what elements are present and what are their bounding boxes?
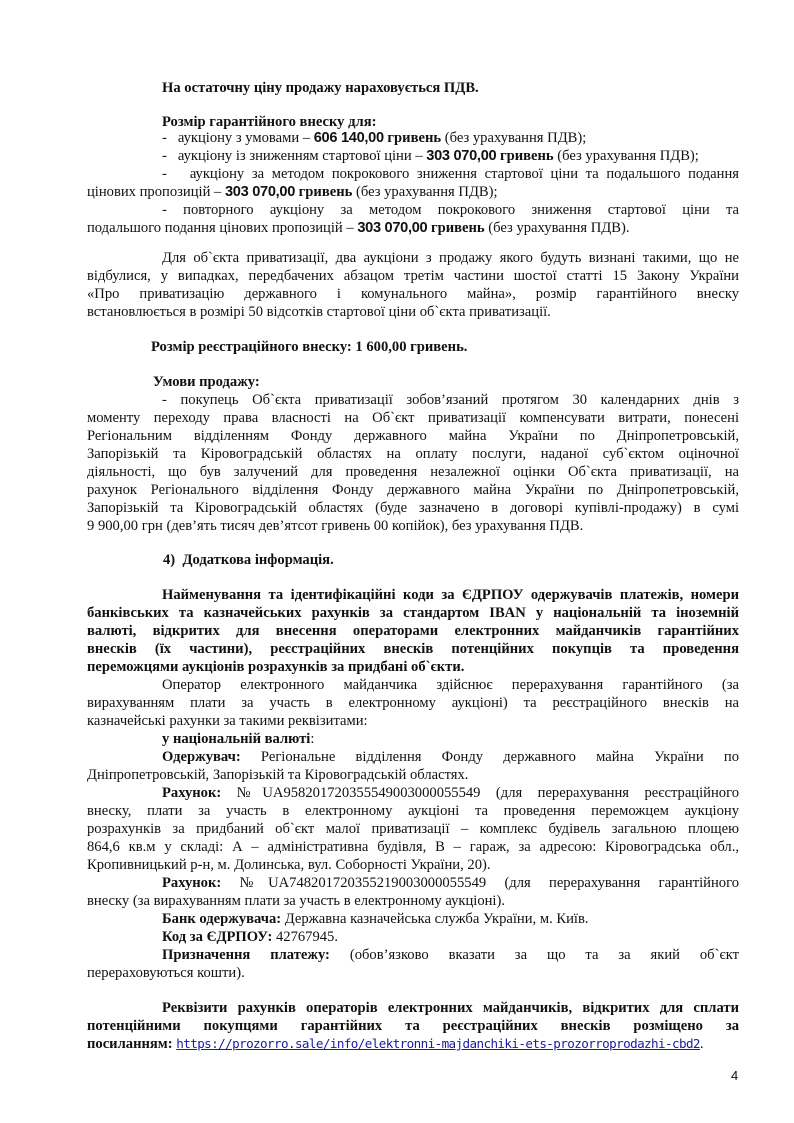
sale-conditions-line: 9 900,00 грн (дев’ять тисяч дев’ятсот гривень 00 копійок), без урахування ПДВ. bbox=[87, 518, 584, 534]
guarantee-heading: Розмір гарантійного внеску для: bbox=[162, 114, 377, 130]
vat-note: На остаточну ціну продажу нараховується ПДВ. bbox=[162, 80, 479, 96]
national-currency-label: у національній валюті: bbox=[162, 731, 315, 747]
guarantee-item-3-line1: - аукціону за методом покрокового зниження стартової ціни та подальшого подання bbox=[162, 166, 739, 182]
edrpou-line: Код за ЄДРПОУ: 42767945. bbox=[162, 929, 338, 945]
failed-auctions-line-1: Для об`єкта приватизації, два аукціони з продажу якого будуть визнані такими, що не bbox=[162, 250, 739, 266]
recipient-line-1: Одержувач: Регіональне відділення Фонду державного майна України по bbox=[162, 749, 739, 765]
operator-paragraph-line: вирахуванням плати за участь в електронному аукціоні) та реєстраційного внесків на bbox=[87, 695, 739, 711]
account-1-line: внеску, плати за участь в електронному аукціоні та проведення переможцем аукціону bbox=[87, 803, 739, 819]
operator-paragraph-line: Оператор електронного майданчика здійснює перерахування гарантійного (за bbox=[162, 677, 739, 693]
accounts-heading-line: валюті, відкритих для внесення операторами електронних майданчиків гарантійних bbox=[87, 623, 739, 639]
operators-paragraph-line-2: потенційними покупцями гарантійних та реєстраційних внесків розміщено за bbox=[87, 1018, 739, 1034]
account-1-line: 864,6 кв.м у складі: А – адміністративна будівля, В – гараж, за адресою: Кіровоградська обл., bbox=[87, 839, 739, 855]
recipient-line-2: Дніпропетровській, Запорізькій та Кіровоградській областях. bbox=[87, 767, 469, 783]
section-number: 4) bbox=[163, 552, 176, 568]
operator-paragraph-line: казначейські рахунки за такими реквізитами: bbox=[87, 713, 368, 729]
accounts-heading-line: банківських та казначейських рахунків за стандартом IBAN у національній та іноземній bbox=[87, 605, 739, 621]
account-1-line-1: Рахунок: №UA958201720355549003000055549 (для перерахування реєстраційного bbox=[162, 785, 739, 801]
sale-conditions-line: Запорізькій та Кіровоградській областях (буде зазначено в договорі купівлі-продажу) в сумі bbox=[87, 500, 739, 516]
accounts-heading-line: Найменування та ідентифікаційні коди за ЄДРПОУ одержувачів платежів, номери bbox=[162, 587, 739, 603]
accounts-heading-line: переможцями аукціонів розрахунків за придбані об`єкти. bbox=[87, 659, 465, 675]
accounts-heading-line: внесків (їх частини), реєстраційних внесків потенційних покупців та проведення bbox=[87, 641, 739, 657]
account-1-iban: №UA958201720355549003000055549 (для перерахування реєстраційного bbox=[221, 785, 739, 801]
guarantee-item-4-line2: подальшого подання цінових пропозицій – 303 070,00 гривень (без урахування ПДВ). bbox=[87, 220, 630, 236]
sale-conditions-line: Регіональним відділенням Фонду державного майна України по Дніпропетровській, bbox=[87, 428, 739, 444]
section-title: Додаткова інформація. bbox=[182, 552, 334, 568]
sale-conditions-heading: Умови продажу: bbox=[153, 374, 260, 390]
operators-paragraph-line-3: посиланням: https://prozorro.sale/info/elektronni-majdanchiki-ets-prozorroprodazhi-cbd2. bbox=[87, 1036, 704, 1052]
page-number: 4 bbox=[731, 1068, 739, 1083]
sale-conditions-line: Запорізькій та Кіровоградській областях на оплату послуги, наданої суб`єктом оціночної bbox=[87, 446, 739, 462]
account-2-line-1: Рахунок: №UA748201720355219003000055549 (для перерахування гарантійного bbox=[162, 875, 739, 891]
section-4-heading bbox=[163, 551, 794, 569]
guarantee-item-3-line2: цінових пропозицій – 303 070,00 гривень (без урахування ПДВ); bbox=[87, 184, 498, 200]
account-2-iban: №UA748201720355219003000055549 (для перерахування гарантійного bbox=[221, 875, 739, 891]
registration-fee: Розмір реєстраційного внеску: 1 600,00 гривень. bbox=[151, 339, 468, 355]
sale-conditions-line: моменту переходу права власності на Об`єкт приватизації компенсувати витрати, понесені bbox=[87, 410, 739, 426]
guarantee-item-4-line1: - повторного аукціону за методом покрокового зниження стартової ціни та bbox=[162, 202, 740, 218]
account-1-line: Кропивницький р-н, м. Долинська, вул. Соборності України, 20). bbox=[87, 857, 491, 873]
sale-conditions-line: рахунок Регіонального відділення Фонду державного майна України по Дніпропетровській, bbox=[87, 482, 739, 498]
operators-paragraph-line-1: Реквізити рахунків операторів електронних майданчиків, відкритих для сплати bbox=[162, 1000, 739, 1016]
bank-line: Банк одержувача: Державна казначейська служба України, м. Київ. bbox=[162, 911, 589, 927]
prozorro-operators-link[interactable]: https://prozorro.sale/info/elektronni-majdanchiki-ets-prozorroprodazhi-cbd2 bbox=[176, 1036, 700, 1051]
purpose-line-1: Призначення платежу: (обов’язково вказати за що та за який об`єкт bbox=[162, 947, 740, 963]
purpose-line-2: перераховуються кошти). bbox=[87, 965, 245, 981]
failed-auctions-line-2: відбулися, у випадках, передбачених абзацом третім частини шостої статті 15 Закону України bbox=[87, 268, 739, 284]
sale-conditions-line: діяльності, що був залучений для проведення незалежної оцінки Об`єкта приватизації, на bbox=[87, 464, 739, 480]
account-2-line-2: внеску (за вирахуванням плати за участь в електронному аукціоні). bbox=[87, 893, 505, 909]
guarantee-item-1: - аукціону з умовами – 606 140,00 гривень (без урахування ПДВ); bbox=[162, 130, 587, 146]
failed-auctions-line-4: встановлюється в розмірі 50 відсотків стартової ціни об`єкта приватизації. bbox=[87, 304, 551, 320]
account-1-line: розрахунків за придбаний об`єкт малої приватизації – комплекс будівель загальною площею bbox=[87, 821, 739, 837]
failed-auctions-line-3: «Про приватизацію державного і комунального майна», розмір гарантійного внеску bbox=[87, 286, 739, 302]
guarantee-item-2: - аукціону із зниженням стартової ціни – 303 070,00 гривень (без урахування ПДВ); bbox=[162, 148, 699, 164]
edrpou-code: 42767945. bbox=[272, 929, 338, 945]
sale-conditions-line: - покупець Об`єкта приватизації зобов’язаний протягом 30 календарних днів з bbox=[162, 392, 739, 408]
